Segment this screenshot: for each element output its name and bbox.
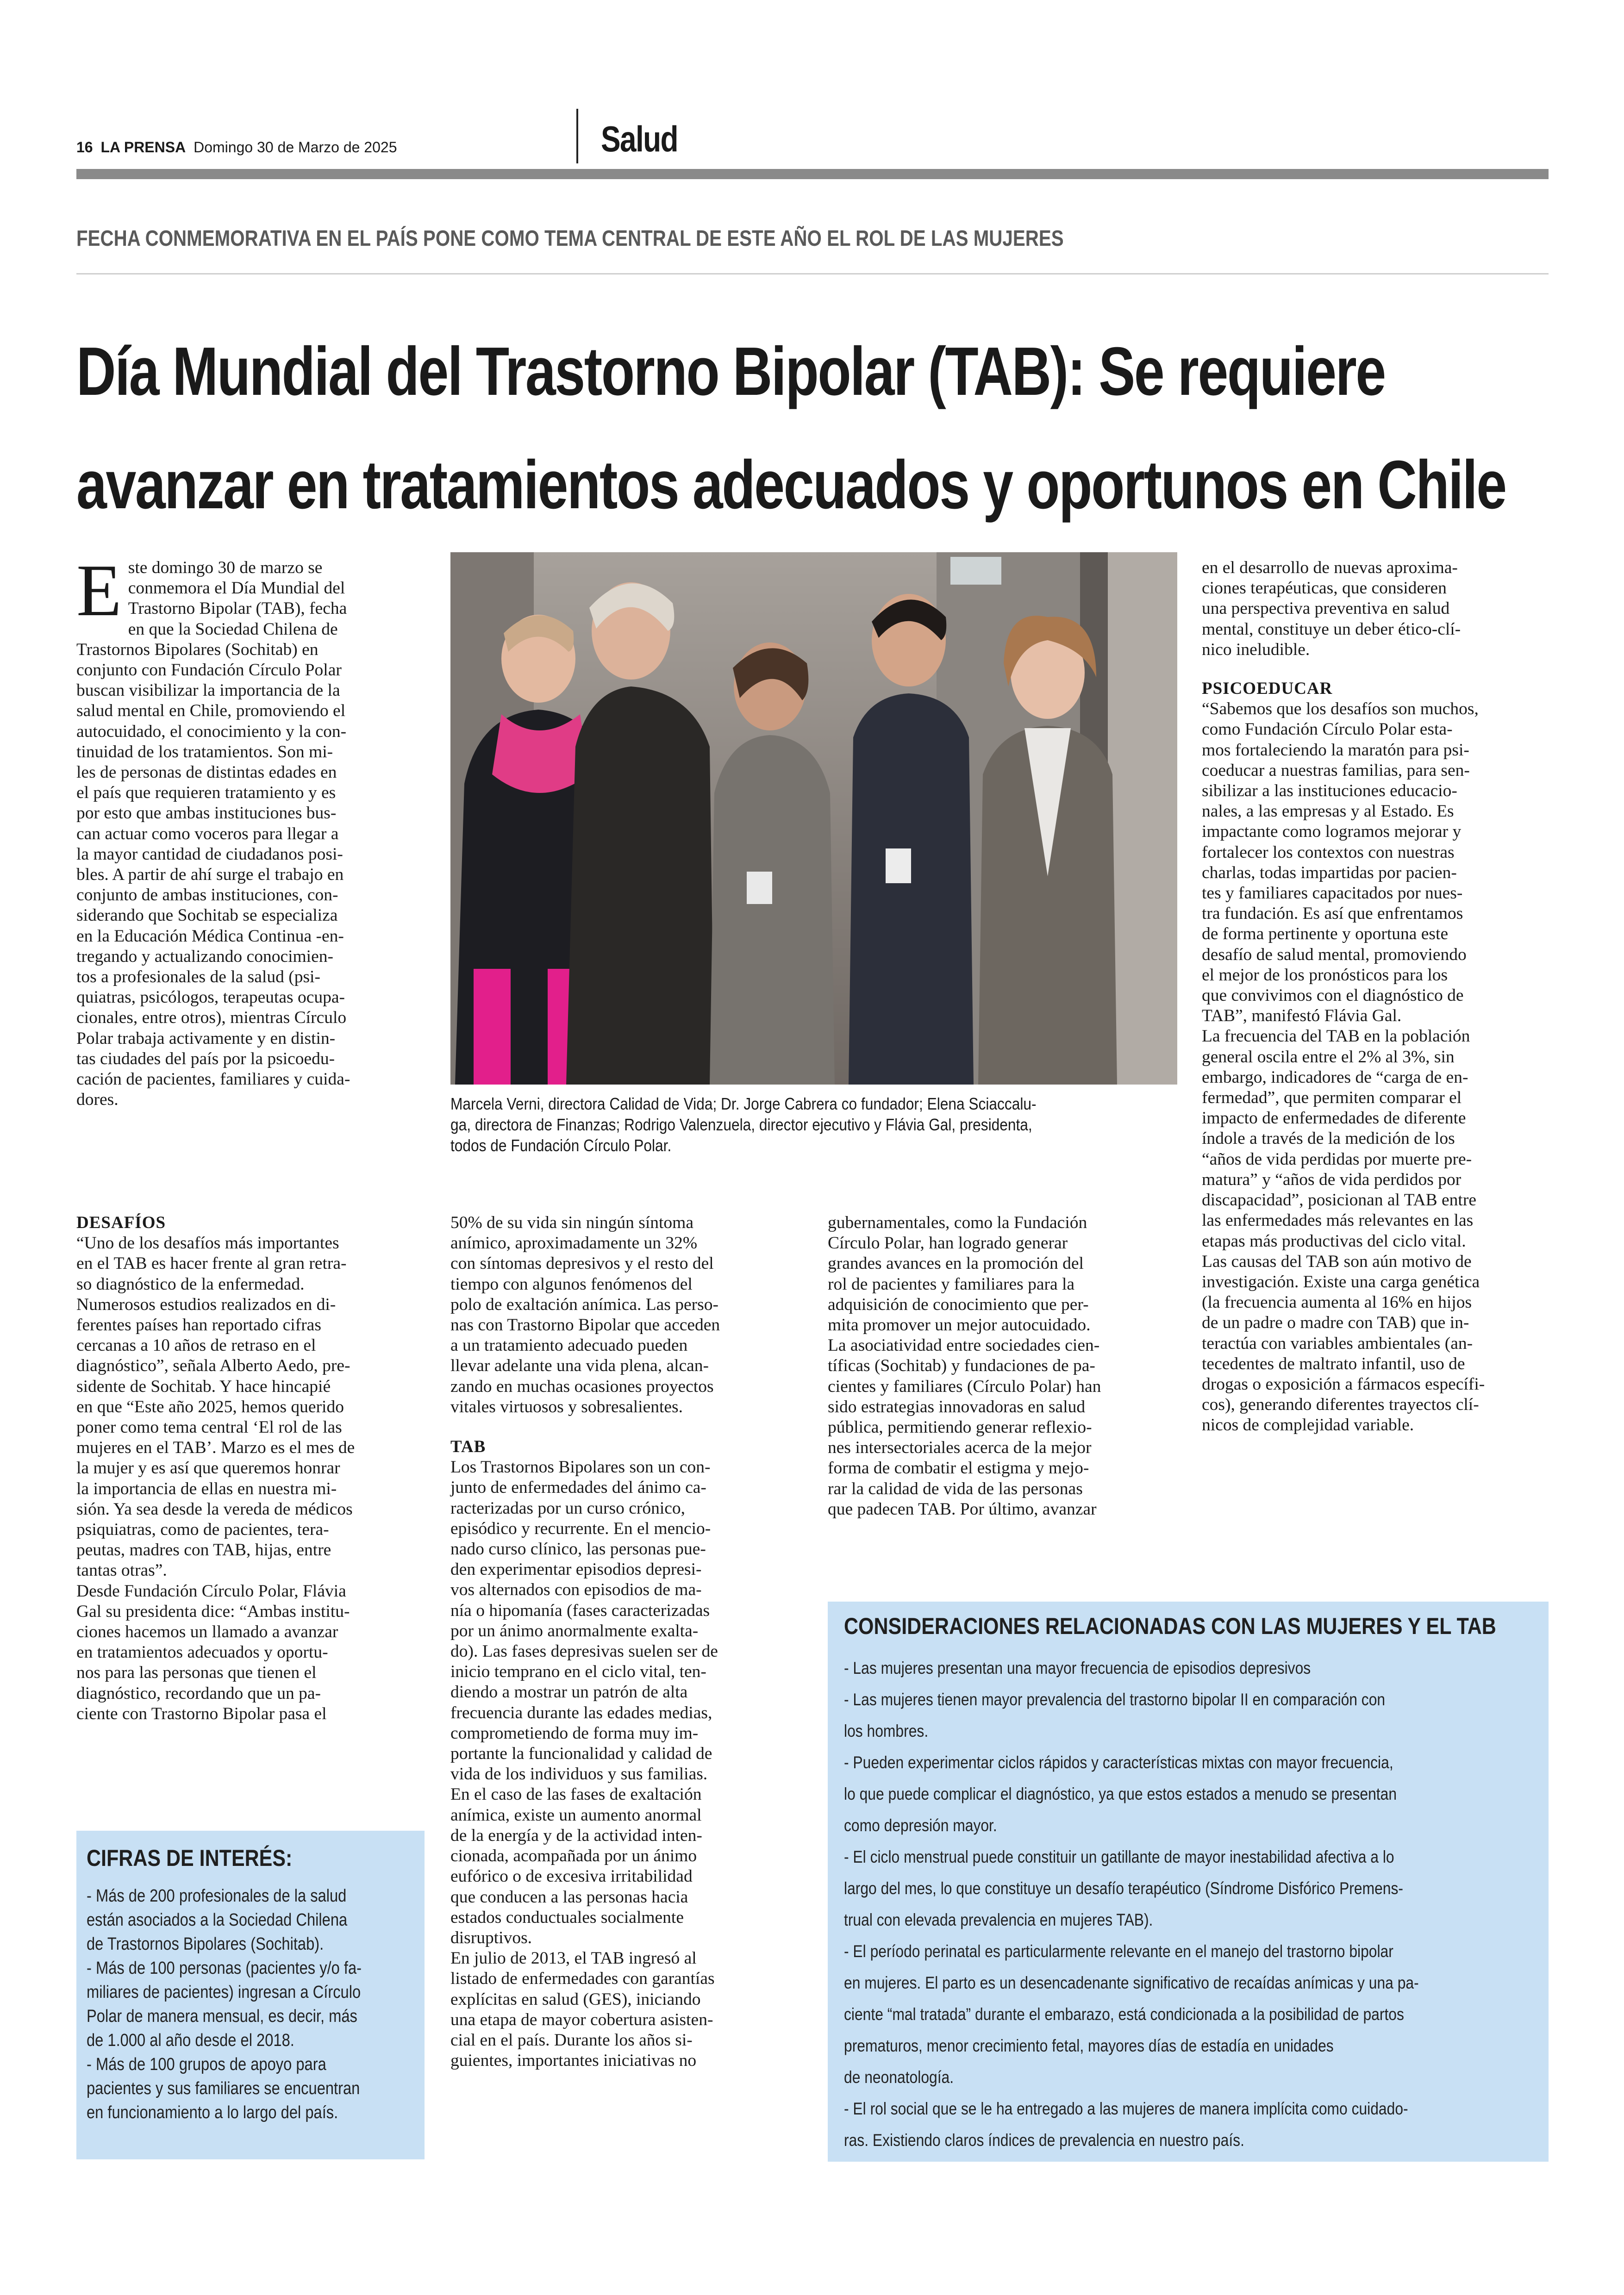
text-line: Trastornos Bipolares (Sochitab) en [76,640,319,659]
text-line: en tratamientos adecuados y oportu- [76,1643,328,1662]
text-line: - Pueden experimentar ciclos rápidos y características mixtas con mayor frecuencia, [844,1753,1393,1772]
header-bar [76,169,1549,179]
text-line: Las causas del TAB son aún motivo de [1202,1252,1472,1271]
text-line: pública, permitiendo generar reflexio- [828,1418,1092,1437]
text-line: Marcela Verni, directora Calidad de Vida; Dr. Jorge Cabrera co fundador; Elena Sciaccalu- [450,1094,1037,1113]
text-line: sibilizar a las instituciones educacio- [1202,781,1457,801]
group-photo [450,552,1177,1085]
text-line: tregando y actualizando conocimien- [76,947,333,966]
text-line: - Más de 100 personas (pacientes y/o fa- [87,1958,362,1978]
text-line: todos de Fundación Círculo Polar. [450,1136,672,1155]
text-line: en el TAB es hacer frente al gran retra- [76,1254,347,1273]
text-line: quiatras, psicólogos, terapeutas ocupa- [76,988,345,1007]
group-photo-illustration [450,552,1177,1085]
text-line: nales, a las empresas y al Estado. Es [1202,802,1454,821]
article-column-2 [450,1213,800,2071]
text-line: nicos de complejidad variable. [1202,1416,1414,1435]
text-line: como Fundación Círculo Polar esta- [1202,720,1453,739]
text-line: prematuros, menor crecimiento fetal, mayores días de estadía en unidades [844,2036,1334,2055]
text-line: inicio temprano en el ciclo vital, ten- [450,1662,706,1682]
text-line: - Más de 100 grupos de apoyo para [87,2055,326,2074]
text-line: por un ánimo anormalmente exalta- [450,1621,699,1640]
text-line: vos alternados con episodios de ma- [450,1580,702,1600]
text-line: psiquiatras, como de pacientes, tera- [76,1520,329,1540]
article-text [828,1213,1177,1520]
subheading-psicoeducar: PSICOEDUCAR [1202,679,1333,698]
text-line: que conducen a las personas hacia [450,1887,688,1907]
text-line: Los Trastornos Bipolares son un con- [450,1458,711,1477]
text-line: salud mental en Chile, promoviendo el [76,701,346,721]
text-line: explícitas en salud (GES), iniciando [450,1989,701,2009]
text-line: cionada, acompañada por un ánimo [450,1846,697,1866]
text-line: junto de enfermedades del ánimo ca- [450,1478,706,1497]
issue-date: Domingo 30 de Marzo de 2025 [194,139,397,156]
text-line: nía o hipomanía (fases caracterizadas [450,1601,710,1620]
text-line: como depresión mayor. [844,1816,997,1835]
text-line: conjunto de ambas instituciones, con- [76,886,338,905]
page-header-info [76,139,397,156]
drop-cap: E [76,549,122,631]
text-line: tecedentes de maltrato infantil, uso de [1202,1354,1465,1373]
text-line: comprometiendo de forma muy im- [450,1723,699,1743]
text-line: ferentes países han reportado cifras [76,1316,321,1335]
text-line: a un tratamiento adecuado pueden [450,1336,688,1355]
text-line: racterizadas por un curso crónico, [450,1498,686,1518]
text-line: de neonatología. [844,2068,954,2087]
text-line: trual con elevada prevalencia en mujeres TAB). [844,1910,1153,1929]
text-line: cionales, entre otros), mientras Círculo [76,1008,347,1028]
text-line: general oscila entre el 2% al 3%, sin [1202,1047,1455,1066]
text-line: tíficas (Sochitab) y fundaciones de pa- [828,1356,1095,1376]
text-line: llevar adelante una vida plena, alcan- [450,1356,709,1376]
article-column-3 [828,1213,1177,1520]
text-line: mujeres en el TAB’. Marzo es el mes de [76,1438,355,1458]
article-column-1-lower [76,1213,426,1724]
text-line: den experimentar episodios depresi- [450,1560,702,1579]
text-line: buscan visibilizar la importancia de la [76,681,340,700]
text-line: fortalecer los contextos con nuestras [1202,842,1455,862]
article-text [1202,699,1551,1435]
text-line: cos), generando diferentes trayectos clí- [1202,1395,1479,1415]
text-line: Polar de manera mensual, es decir, más [87,2007,357,2026]
text-line: el mejor de los pronósticos para los [1202,965,1448,985]
text-line: siderando que Sochitab se especializa [76,906,338,925]
text-line: forma de combatir el estigma y mejo- [828,1459,1089,1478]
box-list [844,1653,1529,2156]
text-line: sión. Ya sea desde la vereda de médicos [76,1499,353,1519]
text-line: nico ineludible. [1202,640,1310,659]
text-line: - Las mujeres presentan una mayor frecuencia de episodios depresivos [844,1659,1311,1678]
text-line: adquisición de conocimiento que per- [828,1295,1089,1314]
text-line: que convivimos con el diagnóstico de [1202,986,1464,1005]
text-line: Gal su presidenta dice: “Ambas institu- [76,1602,350,1621]
text-line: las enfermedades más relevantes en las [1202,1211,1474,1230]
text-line: de forma pertinente y oportuna este [1202,924,1449,944]
text-line: Polar trabaja activamente y en distin- [76,1029,336,1048]
text-line: coeducar a nuestras familias, para sen- [1202,761,1470,780]
text-line: vitales virtuosos y sobresalientes. [450,1397,683,1416]
text-line: teractúa con variables ambientales (an- [1202,1334,1473,1353]
text-line: drogas o exposición a fármacos específi- [1202,1374,1485,1394]
text-line: de 1.000 al año desde el 2018. [87,2031,294,2050]
text-line: nes intersectoriales acerca de la mejor [828,1438,1092,1458]
text-line: guientes, importantes iniciativas no [450,2051,697,2070]
text-line: conmemora el Día Mundial del [128,579,345,598]
text-line: discapacidad”, posicionan al TAB entre [1202,1191,1476,1210]
headline-line-1: Día Mundial del Trastorno Bipolar (TAB): Se requiere [76,333,1385,410]
kicker-divider [76,273,1549,274]
text-line: tantas otras”. [76,1561,167,1580]
text-line: de un padre o madre con TAB) que in- [1202,1313,1469,1333]
text-line: ciente “mal tratada” durante el embarazo, está condicionada a la posibilidad de partos [844,2005,1404,2024]
section-title: Salud [601,118,678,159]
article-column-4 [1202,558,1551,1436]
text-line: que padecen TAB. Por último, avanzar [828,1499,1097,1519]
text-line: tos a profesionales de la salud (psi- [76,967,320,987]
text-line: episódico y recurrente. En el mencio- [450,1519,711,1538]
subheading-tab: TAB [450,1437,486,1457]
text-line: los hombres. [844,1721,929,1740]
text-line: Numerosos estudios realizados en di- [76,1295,336,1314]
text-line: listado de enfermedades con garantías [450,1969,715,1989]
text-line: en la Educación Médica Continua -en- [76,926,344,946]
text-line: por esto que ambas instituciones bus- [76,804,337,823]
text-line: índole a través de la medición de los [1202,1129,1455,1148]
text-line: largo del mes, lo que constituye un desafío terapéutico (Síndrome Disfórico Premens- [844,1879,1404,1898]
text-line: conjunto con Fundación Círculo Polar [76,661,342,680]
text-line: “años de vida perdidas por muerte pre- [1202,1149,1472,1169]
article-text [450,1457,800,2071]
text-line: diagnóstico”, señala Alberto Aedo, pre- [76,1356,350,1376]
text-line: rol de pacientes y familiares para la [828,1274,1075,1294]
text-line: Círculo Polar, han logrado generar [828,1234,1068,1253]
article-text [1202,558,1551,660]
text-line: ciones hacemos un llamado a avanzar [76,1622,338,1642]
text-line: lo que puede complicar el diagnóstico, ya que estos estados a menudo se presentan [844,1784,1397,1803]
text-line: Desde Fundación Círculo Polar, Flávia [76,1581,346,1601]
text-line: rar la calidad de vida de las personas [828,1479,1083,1498]
text-line: desafío de salud mental, promoviendo [1202,945,1467,964]
text-line: - El ciclo menstrual puede constituir un gatillante de mayor inestabilidad afectiva a lo [844,1847,1394,1866]
text-line: ga, directora de Finanzas; Rodrigo Valenzuela, director ejecutivo y Flávia Gal, presidenta, [450,1115,1032,1134]
sidebar-box-consideraciones [828,1602,1549,2162]
text-line: les de personas de distintas edades en [76,763,337,782]
text-line: eufórico o de excesiva irritabilidad [450,1867,693,1886]
text-line: ciente con Trastorno Bipolar pasa el [76,1704,327,1723]
text-line: sido estrategias innovadoras en salud [828,1397,1086,1416]
text-line: disruptivos. [450,1928,532,1947]
text-line: la mayor cantidad de ciudadanos posi- [76,844,343,864]
text-line: en el desarrollo de nuevas aproxima- [1202,558,1458,577]
text-line: de Trastornos Bipolares (Sochitab). [87,1934,324,1954]
text-line: en funcionamiento a lo largo del país. [87,2103,338,2122]
headline-line-2: avanzar en tratamientos adecuados y oportunos en Chile [76,447,1506,523]
box-title: CIFRAS DE INTERÉS: [87,1845,293,1871]
text-line: En el caso de las fases de exaltación [450,1785,702,1804]
text-line: una perspectiva preventiva en salud [1202,599,1450,618]
text-line: cación de pacientes, familiares y cuida- [76,1070,350,1089]
text-line: mita promover un mejor autocuidado. [828,1316,1091,1335]
text-line: - El período perinatal es particularmente relevante en el manejo del trastorno bipolar [844,1942,1393,1961]
article-text [76,1233,426,1724]
text-line: 50% de su vida sin ningún síntoma [450,1213,693,1232]
text-line: polo de exaltación anímica. Las perso- [450,1295,718,1314]
subheading-desafios: DESAFÍOS [76,1213,166,1232]
text-line: impactante como logramos mejorar y [1202,822,1462,842]
headline [76,315,1506,542]
text-line: tes y familiares capacitados por nues- [1202,884,1463,903]
text-line: con síntomas depresivos y el resto del [450,1254,714,1273]
article-text [450,1213,800,1417]
text-line: vida de los individuos y sus familias. [450,1765,708,1784]
text-line: poner como tema central ‘El rol de las [76,1418,342,1437]
text-line: anímica, existe un aumento anormal [450,1805,702,1825]
text-line: en que “Este año 2025, hemos querido [76,1397,344,1416]
text-line: en que la Sociedad Chilena de [128,619,338,639]
text-line: so diagnóstico de la enfermedad. [76,1274,305,1294]
text-line: una etapa de mayor cobertura asisten- [450,2010,713,2029]
text-line: el país que requieren tratamiento y es [76,783,336,803]
text-line: zando en muchas ocasiones proyectos [450,1377,714,1396]
text-line: la importancia de ellas en nuestra mi- [76,1479,337,1498]
header-divider [576,109,578,163]
text-line: tinuidad de los tratamientos. Son mi- [76,742,333,761]
text-line: can actuar como voceros para llegar a [76,824,339,843]
text-line: tra fundación. Es así que enfrentamos [1202,904,1463,923]
text-line: tiempo con algunos fenómenos del [450,1274,693,1294]
caption-text [450,1093,1177,1156]
article-text [76,549,426,1110]
text-line: nas con Trastorno Bipolar que acceden [450,1316,720,1335]
text-line: en mujeres. El parto es un desencadenante significativo de recaídas anímicas y una pa- [844,1973,1419,1992]
text-line: impacto de enfermedades de diferente [1202,1109,1466,1128]
sidebar-box-cifras [76,1831,425,2159]
text-line: gubernamentales, como la Fundación [828,1213,1087,1232]
text-line: ras. Existiendo claros índices de prevalencia en nuestro país. [844,2131,1244,2150]
text-line: cercanas a 10 años de retraso en el [76,1336,316,1355]
photo-caption [450,1093,1177,1156]
article-column-1 [76,549,426,1110]
box-title: CONSIDERACIONES RELACIONADAS CON LAS MUJERES Y EL TAB [844,1613,1496,1639]
text-line: autocuidado, el conocimiento y la con- [76,722,347,741]
text-line: Trastorno Bipolar (TAB), fecha [128,599,347,618]
text-line: - Más de 200 profesionales de la salud [87,1886,347,1906]
text-line: mos fortaleciendo la maratón para psi- [1202,740,1469,760]
text-line: do). Las fases depresivas suelen ser de [450,1642,718,1661]
text-line: estados conductuales socialmente [450,1908,684,1927]
text-line: ste domingo 30 de marzo se [128,558,323,577]
box-list [87,1884,414,2125]
text-line: están asociados a la Sociedad Chilena [87,1910,348,1930]
text-line: diagnóstico, recordando que un pa- [76,1684,321,1703]
page-number: 16 [76,139,93,156]
text-line: ciones terapéuticas, que consideren [1202,579,1447,598]
kicker: FECHA CONMEMORATIVA EN EL PAÍS PONE COMO TEMA CENTRAL DE ESTE AÑO EL ROL DE LAS MUJERES [76,226,1064,251]
text-line: (la frecuencia aumenta al 16% en hijos [1202,1293,1472,1312]
text-line: pacientes y sus familiares se encuentran [87,2079,360,2098]
text-line: anímico, aproximadamente un 32% [450,1234,698,1253]
text-line: sidente de Sochitab. Y hace hincapié [76,1377,331,1396]
text-line: nado curso clínico, las personas pue- [450,1540,706,1559]
text-line: portante la funcionalidad y calidad de [450,1744,712,1764]
text-line: En julio de 2013, el TAB ingresó al [450,1949,697,1968]
text-line: cial en el país. Durante los años si- [450,2030,693,2050]
text-line: La asociatividad entre sociedades cien- [828,1336,1100,1355]
text-line: fermedad”, que permiten comparar el [1202,1088,1462,1108]
text-line: TAB”, manifestó Flávia Gal. [1202,1006,1402,1026]
text-line: embargo, indicadores de “carga de en- [1202,1067,1468,1087]
text-line: - Las mujeres tienen mayor prevalencia del trastorno bipolar II en comparación con [844,1690,1386,1709]
text-line: la mujer y es así que queremos honrar [76,1459,340,1478]
text-line: “Sabemos que los desafíos son muchos, [1202,699,1479,719]
text-line: mental, constituye un deber ético-clí- [1202,619,1461,639]
text-line: cientes y familiares (Círculo Polar) han [828,1377,1101,1396]
text-line: frecuencia durante las edades medias, [450,1703,712,1722]
text-line: bles. A partir de ahí surge el trabajo en [76,865,344,885]
text-line: investigación. Existe una carga genética [1202,1272,1480,1291]
text-line: dores. [76,1090,119,1110]
text-line: charlas, todas impartidas por pacien- [1202,863,1457,882]
text-line: tas ciudades del país por la psicoedu- [76,1049,335,1068]
text-line: matura” y “años de vida perdidos por [1202,1170,1462,1189]
text-line: peutas, madres con TAB, hijas, entre [76,1540,331,1560]
text-line: etapas más productivas del ciclo vital. [1202,1231,1466,1251]
text-line: - El rol social que se le ha entregado a las mujeres de manera implícita como cuidado- [844,2099,1408,2118]
paper-name: LA PRENSA [100,139,186,156]
text-line: grandes avances en la promoción del [828,1254,1084,1273]
text-line: de la energía y de la actividad inten- [450,1826,702,1845]
text-line: “Uno de los desafíos más importantes [76,1234,339,1253]
text-line: La frecuencia del TAB en la población [1202,1027,1470,1046]
text-line: diendo a mostrar un patrón de alta [450,1683,688,1702]
text-line: miliares de pacientes) ingresan a Círculo [87,1983,361,2002]
text-line: nos para las personas que tienen el [76,1663,317,1683]
